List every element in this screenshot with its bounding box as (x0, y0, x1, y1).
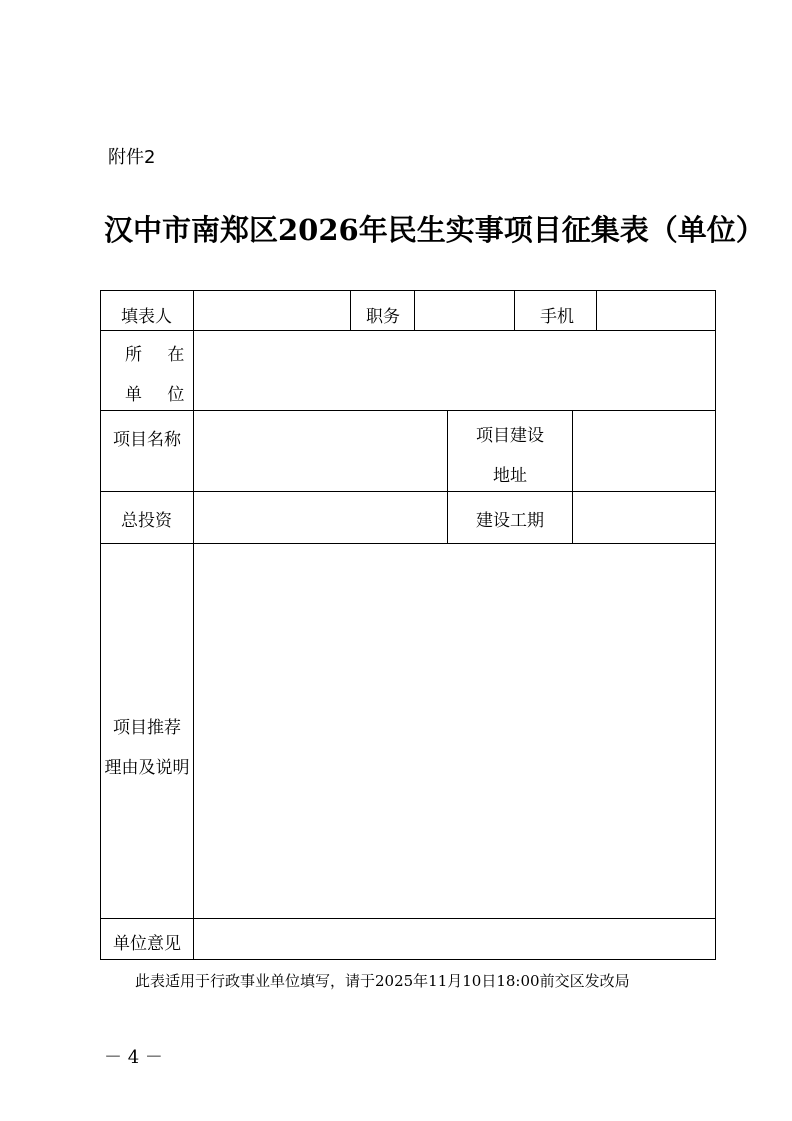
project-site-label-line2: 地址 (493, 466, 527, 486)
project-name-field[interactable] (194, 411, 447, 491)
position-label: 职务 (366, 307, 400, 327)
investment-field[interactable] (194, 492, 447, 543)
page-number: － 4 － (104, 1047, 163, 1068)
unit-field[interactable] (194, 331, 715, 410)
reason-label-line1: 项目推荐 (113, 718, 181, 738)
project-site-field[interactable] (573, 411, 715, 491)
reason-field[interactable] (194, 544, 715, 918)
investment-label: 总投资 (121, 511, 172, 531)
position-field[interactable] (415, 291, 514, 330)
filler-label: 填表人 (121, 307, 172, 327)
reason-label-line2: 理由及说明 (104, 758, 190, 778)
column-divider (350, 290, 351, 330)
opinion-field[interactable] (194, 919, 715, 959)
phone-label: 手机 (540, 307, 574, 327)
period-field[interactable] (573, 492, 715, 543)
project-site-label-line1: 项目建设 (476, 426, 544, 446)
table-border-left (100, 290, 101, 960)
project-site-label (448, 416, 572, 496)
column-divider (514, 290, 515, 330)
unit-label-line2: 单 位 (125, 385, 195, 405)
attachment-label: 附件2 (108, 147, 156, 168)
opinion-label: 单位意见 (113, 934, 181, 954)
phone-field[interactable] (597, 291, 715, 330)
unit-label-line1: 所 在 (125, 345, 195, 365)
table-border-right (715, 290, 716, 960)
project-name-label: 项目名称 (113, 430, 181, 450)
reason-label (101, 708, 193, 788)
period-label: 建设工期 (476, 511, 544, 531)
form-note: 此表适用于行政事业单位填写，请于2025年11月10日18:00前交区发改局 (135, 972, 630, 990)
document-title: 汉中市南郑区2026年民生实事项目征集表（单位） (104, 213, 765, 247)
filler-field[interactable] (194, 291, 350, 330)
unit-label (125, 335, 194, 415)
